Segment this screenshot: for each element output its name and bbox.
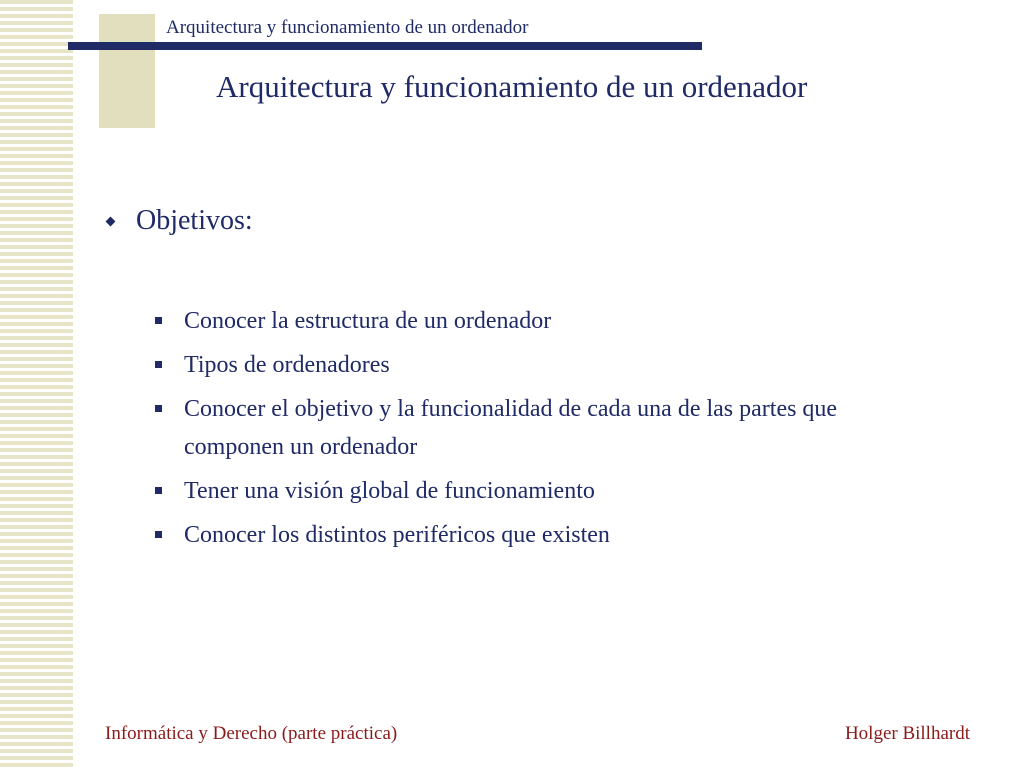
diamond-bullet-icon [105, 216, 116, 227]
square-bullet-icon [155, 317, 162, 324]
square-bullet-icon [155, 487, 162, 494]
square-bullet-icon [155, 531, 162, 538]
footer-author: Holger Billhardt [844, 723, 970, 744]
list-item-text: Tipos de ordenadores [184, 352, 390, 378]
running-title: Arquitectura y funcionamiento de un ordenador [166, 17, 529, 38]
section-heading [105, 203, 253, 239]
list-item-text: Conocer los distintos periféricos que existen [184, 522, 610, 548]
section-heading-label: Objetivos: [136, 205, 253, 236]
objectives-list [149, 302, 929, 560]
footer-course: Informática y Derecho (parte práctica) [105, 723, 398, 744]
list-item [149, 472, 929, 510]
list-item [149, 302, 929, 340]
decorative-accent-block [99, 14, 155, 128]
slide-title: Arquitectura y funcionamiento de un ordenador [216, 69, 808, 104]
list-item-text: Tener una visión global de funcionamiento [184, 478, 595, 504]
list-item [149, 346, 929, 384]
header-rule [68, 42, 702, 50]
list-item [149, 390, 929, 466]
list-item [149, 516, 929, 554]
square-bullet-icon [155, 405, 162, 412]
decorative-stripes [0, 0, 73, 768]
list-item-text: Conocer la estructura de un ordenador [184, 308, 552, 334]
list-item-text: Conocer el objetivo y la funcionalidad de cada una de las partes que componen un ordenador [184, 396, 838, 460]
square-bullet-icon [155, 361, 162, 368]
